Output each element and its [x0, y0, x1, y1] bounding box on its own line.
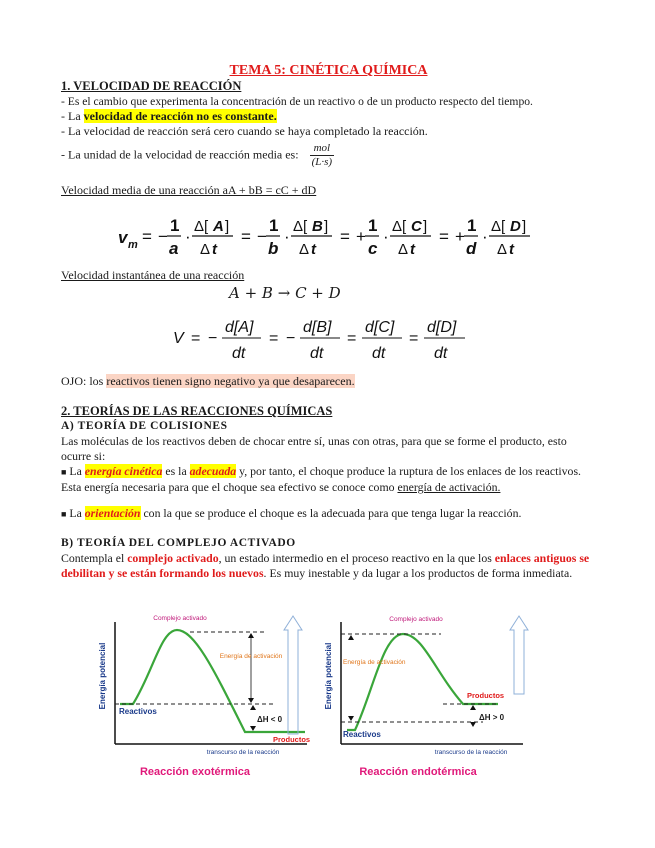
svg-text:Δ: Δ — [497, 241, 508, 258]
right-dh-arrow-icon — [470, 722, 476, 727]
unit-numerator: mol — [310, 142, 335, 156]
left-productos-label: Productos — [273, 735, 311, 744]
mean-velocity-formula — [61, 212, 596, 260]
zero-line: - La velocidad de reacción será cero cuando se haya completado la reacción. — [61, 124, 428, 138]
page-title: TEMA 5: CINÉTICA QUÍMICA — [229, 63, 428, 78]
svg-text:=: = — [439, 227, 449, 246]
svg-text:dt: dt — [372, 345, 386, 362]
text: - La — [61, 109, 84, 123]
text: , un estado intermedio en el proceso reactivo en la que los — [218, 551, 495, 565]
svg-text:−: − — [257, 227, 267, 246]
svg-text:+: + — [455, 227, 465, 246]
unit-line — [61, 142, 596, 169]
instant-velocity-equation — [61, 312, 596, 368]
instant-velocity-label: Velocidad instantánea de una reacción — [61, 268, 245, 282]
svg-text:=: = — [409, 330, 419, 347]
left-complex-label: Complejo activado — [153, 615, 207, 622]
svg-text:b: b — [268, 239, 279, 258]
right-ea-label: Energía de activación — [343, 659, 406, 666]
svg-text:]: ] — [423, 218, 428, 235]
svg-text:D: D — [510, 218, 521, 235]
section1-heading: 1. VELOCIDAD DE REACCIÓN — [61, 79, 242, 93]
svg-text:Δ: Δ — [398, 241, 409, 258]
right-reactivos-label: Reactivos — [343, 730, 381, 739]
text: Contempla el — [61, 551, 128, 565]
svg-text:=: = — [241, 227, 251, 246]
term-adequate: adecuada — [189, 464, 237, 478]
document-page — [61, 62, 596, 581]
right-productos-label: Productos — [467, 691, 505, 700]
right-complex-label-line1: Complejo activado — [389, 616, 443, 623]
energy-diagrams — [95, 612, 555, 782]
svg-text:Δ[: Δ[ — [491, 218, 506, 235]
left-dh-arrow-icon — [250, 726, 256, 731]
term-kinetic-energy: energía cinética — [84, 464, 163, 478]
highlight-reactivos: reactivos tienen signo negativo ya que desaparecen — [106, 374, 352, 388]
svg-text:Δ[: Δ[ — [392, 218, 407, 235]
left-energy-arrow-icon — [284, 616, 302, 734]
svg-text:Δ: Δ — [299, 241, 310, 258]
svg-text:·: · — [185, 227, 191, 246]
svg-text:−: − — [208, 330, 218, 347]
highlight-nonconstant: velocidad de reacción no es constante. — [83, 109, 277, 123]
mean-velocity-equation — [61, 212, 596, 260]
svg-text:t: t — [410, 241, 415, 258]
svg-text:Δ[: Δ[ — [194, 218, 209, 235]
svg-text:1: 1 — [170, 216, 180, 235]
right-energy-curve — [347, 634, 498, 730]
text: y, por tanto, el choque produce la ruptura de los enlaces de los reactivos. Esta energía necesaria para que el choque sea efectivo se conoce como — [61, 464, 582, 494]
svg-text:=: = — [142, 227, 152, 246]
term-orientation: orientación — [84, 506, 141, 520]
svg-text:V: V — [173, 330, 184, 347]
endothermic-diagram — [324, 616, 528, 778]
svg-text:dt: dt — [232, 345, 246, 362]
right-dh-arrow-icon — [470, 705, 476, 710]
bullet-orientation — [61, 506, 596, 522]
unit-fraction — [310, 142, 335, 169]
svg-text:1: 1 — [368, 216, 378, 235]
term-activated-complex: complejo activado — [127, 551, 219, 565]
right-caption: Reacción endotérmica — [359, 766, 477, 778]
right-ylabel: Energía potencial — [324, 642, 333, 710]
bullet-icon: ■ — [61, 509, 67, 519]
reaction-equation: A + B → C + D — [229, 284, 341, 302]
svg-text:d[A]: d[A] — [225, 319, 254, 336]
svg-text:=: = — [340, 227, 350, 246]
svg-text:d[C]: d[C] — [365, 319, 395, 336]
left-dh-arrow-icon — [250, 705, 256, 710]
svg-text:B: B — [312, 218, 323, 235]
svg-text:C: C — [411, 218, 422, 235]
svg-text:1: 1 — [467, 216, 477, 235]
svg-text:·: · — [284, 227, 290, 246]
ojo-period: . — [351, 374, 355, 388]
svg-text:a: a — [169, 239, 179, 258]
svg-text:]: ] — [324, 218, 329, 235]
svg-text:]: ] — [522, 218, 527, 235]
activated-complex-text — [61, 551, 596, 581]
right-ea-arrow-icon — [348, 716, 354, 721]
svg-text:·: · — [383, 227, 389, 246]
activated-complex-heading: B) TEORÍA DEL COMPLEJO ACTIVADO — [61, 537, 296, 549]
term-activation-energy: energía de activación. — [397, 480, 501, 494]
svg-text:Δ[: Δ[ — [293, 218, 308, 235]
text: con la que se produce el choque es la adecuada para que tenga lugar la reacción. — [140, 506, 522, 520]
svg-text:t: t — [509, 241, 514, 258]
svg-text:A: A — [213, 218, 224, 235]
text: La — [66, 464, 85, 478]
def-line: - Es el cambio que experimenta la concentración de un reactivo o de un producto respecto del tiempo. — [61, 95, 533, 108]
text: La — [66, 506, 85, 520]
nonconstant-line — [61, 109, 596, 124]
left-ea-arrow-icon — [248, 698, 254, 703]
ojo-note — [61, 374, 596, 389]
unit-denominator: (L·s) — [311, 156, 333, 168]
svg-text:=: = — [347, 330, 357, 347]
ojo-prefix: OJO: los — [61, 374, 107, 388]
svg-text:=: = — [269, 330, 279, 347]
svg-text:=: = — [191, 330, 201, 347]
left-ea-arrow-icon — [248, 633, 254, 638]
left-dh-label: ΔH < 0 — [257, 715, 283, 724]
svg-text:1: 1 — [269, 216, 279, 235]
svg-text:m: m — [128, 239, 138, 251]
svg-text:−: − — [286, 330, 296, 347]
term-bonds: enlaces antiguos se debilitan y se están formando los nuevos — [61, 551, 590, 580]
svg-text:]: ] — [225, 218, 230, 235]
section2-heading: 2. TEORÍAS DE LAS REACCIONES QUÍMICAS — [61, 404, 333, 418]
left-ea-label: Energía de activación — [219, 653, 283, 660]
bullet-energy — [61, 464, 596, 495]
svg-text:dt: dt — [310, 345, 324, 362]
svg-text:+: + — [356, 227, 366, 246]
mean-velocity-label: Velocidad media de una reacción aA + bB = cC + dD — [61, 183, 317, 197]
collision-intro: Las moléculas de los reactivos deben de chocar entre sí, unas con otras, para que se forme el producto, esto ocurre si: — [61, 434, 567, 463]
svg-text:d[D]: d[D] — [427, 319, 457, 336]
left-ylabel: Energía potencial — [98, 642, 107, 710]
left-caption: Reacción exotérmica — [139, 766, 251, 778]
left-reactivos-label: Reactivos — [119, 707, 157, 716]
right-xlabel: transcurso de la reacción — [434, 749, 508, 756]
unit-text: - La unidad de la velocidad de reacción media es: — [61, 147, 299, 162]
exothermic-diagram — [98, 615, 310, 778]
svg-text:c: c — [368, 239, 378, 258]
svg-text:v: v — [118, 228, 128, 247]
collision-theory-heading: A) TEORÍA DE COLISIONES — [61, 420, 228, 432]
svg-text:t: t — [212, 241, 217, 258]
right-dh-label: ΔH > 0 — [479, 713, 505, 722]
instant-velocity-formula — [61, 312, 596, 368]
svg-text:d[B]: d[B] — [303, 319, 332, 336]
svg-text:d: d — [466, 239, 477, 258]
svg-text:·: · — [482, 227, 488, 246]
right-energy-arrow-icon — [510, 616, 528, 694]
svg-text:−: − — [158, 227, 168, 246]
text: es la — [162, 464, 190, 478]
svg-text:dt: dt — [434, 345, 448, 362]
right-ea-arrow-icon — [348, 635, 354, 640]
bullet-icon: ■ — [61, 467, 67, 477]
text: . Es muy inestable y da lugar a los productos de forma inmediata. — [263, 566, 573, 580]
svg-text:Δ: Δ — [200, 241, 211, 258]
left-xlabel: transcurso de la reacción — [206, 749, 280, 756]
svg-text:t: t — [311, 241, 316, 258]
